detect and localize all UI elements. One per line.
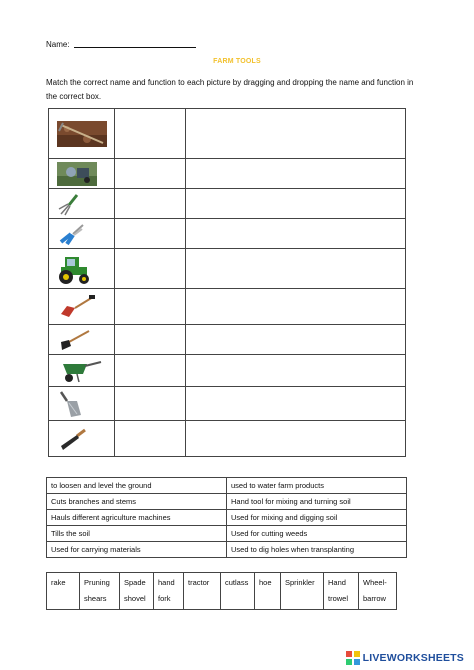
picture-cell — [49, 189, 115, 219]
name-option[interactable]: rake — [47, 573, 80, 610]
name-drop-box[interactable] — [115, 189, 186, 219]
liveworksheets-footer — [346, 651, 464, 665]
name-drop-box[interactable] — [115, 387, 186, 421]
tractor-photo — [57, 253, 91, 285]
function-drop-box[interactable] — [186, 109, 406, 159]
name-drop-box[interactable] — [115, 159, 186, 189]
functions-table — [46, 477, 407, 558]
liveworksheets-logo-icon — [346, 651, 360, 665]
name-input-line[interactable] — [74, 40, 196, 48]
function-option[interactable]: Used for cutting weeds — [227, 526, 407, 542]
function-option[interactable]: Tills the soil — [47, 526, 227, 542]
function-drop-box[interactable] — [186, 289, 406, 325]
function-drop-box[interactable] — [186, 219, 406, 249]
table-row — [47, 542, 407, 558]
function-option[interactable]: to loosen and level the ground — [47, 478, 227, 494]
function-drop-box[interactable] — [186, 355, 406, 387]
instructions: Match the correct name and function to each picture by dragging and dropping the name and function in the correct box. — [46, 78, 414, 101]
table-row — [47, 573, 397, 610]
table-row — [47, 510, 407, 526]
function-option[interactable]: Used for carrying materials — [47, 542, 227, 558]
function-option[interactable]: Hand tool for mixing and turning soil — [227, 494, 407, 510]
table-row — [47, 494, 407, 510]
name-option[interactable]: Hand trowel — [324, 573, 359, 610]
function-option[interactable]: Cuts branches and stems — [47, 494, 227, 510]
picture-cell — [49, 109, 115, 159]
name-drop-box[interactable] — [115, 249, 186, 289]
function-drop-box[interactable] — [186, 249, 406, 289]
table-row — [47, 478, 407, 494]
name-option[interactable]: Sprinkler — [281, 573, 324, 610]
name-drop-box[interactable] — [115, 355, 186, 387]
matching-grid — [48, 108, 406, 457]
name-option[interactable]: Spade shovel — [120, 573, 154, 610]
function-drop-box[interactable] — [186, 325, 406, 355]
function-drop-box[interactable] — [186, 189, 406, 219]
function-option[interactable]: used to water farm products — [227, 478, 407, 494]
picture-cell — [49, 325, 115, 355]
name-label: Name: — [46, 40, 70, 49]
wheelbarrow-photo — [57, 358, 103, 384]
hoe-photo — [57, 328, 91, 352]
picture-cell — [49, 421, 115, 457]
cutlass-photo — [57, 426, 87, 452]
pruning-shears-photo — [57, 222, 87, 246]
function-option[interactable]: Used to dig holes when transplanting — [227, 542, 407, 558]
name-option[interactable]: Pruning shears — [80, 573, 120, 610]
name-drop-box[interactable] — [115, 289, 186, 325]
hand-fork-photo — [57, 192, 87, 216]
name-drop-box[interactable] — [115, 219, 186, 249]
function-drop-box[interactable] — [186, 159, 406, 189]
name-line — [46, 40, 196, 49]
name-drop-box[interactable] — [115, 325, 186, 355]
picture-cell — [49, 355, 115, 387]
function-drop-box[interactable] — [186, 421, 406, 457]
name-drop-box[interactable] — [115, 109, 186, 159]
picture-cell — [49, 249, 115, 289]
hand-trowel-photo — [57, 389, 87, 419]
name-option[interactable]: cutlass — [221, 573, 255, 610]
table-row — [47, 526, 407, 542]
spade-photo — [57, 294, 97, 320]
picture-cell — [49, 289, 115, 325]
function-option[interactable]: Hauls different agriculture machines — [47, 510, 227, 526]
name-option[interactable]: hoe — [255, 573, 281, 610]
function-drop-box[interactable] — [186, 387, 406, 421]
rake-photo — [57, 121, 107, 147]
name-option[interactable]: Wheel- barrow — [359, 573, 397, 610]
name-option[interactable]: hand fork — [154, 573, 184, 610]
name-drop-box[interactable] — [115, 421, 186, 457]
brand-text: LIVEWORKSHEETS — [362, 652, 464, 664]
function-option[interactable]: Used for mixing and digging soil — [227, 510, 407, 526]
worksheet-title: FARM TOOLS — [213, 58, 261, 65]
picture-cell — [49, 387, 115, 421]
tool-names-table — [46, 572, 397, 610]
picture-cell — [49, 159, 115, 189]
picture-cell — [49, 219, 115, 249]
pruning-shears-photo — [57, 162, 97, 186]
name-option[interactable]: tractor — [184, 573, 221, 610]
